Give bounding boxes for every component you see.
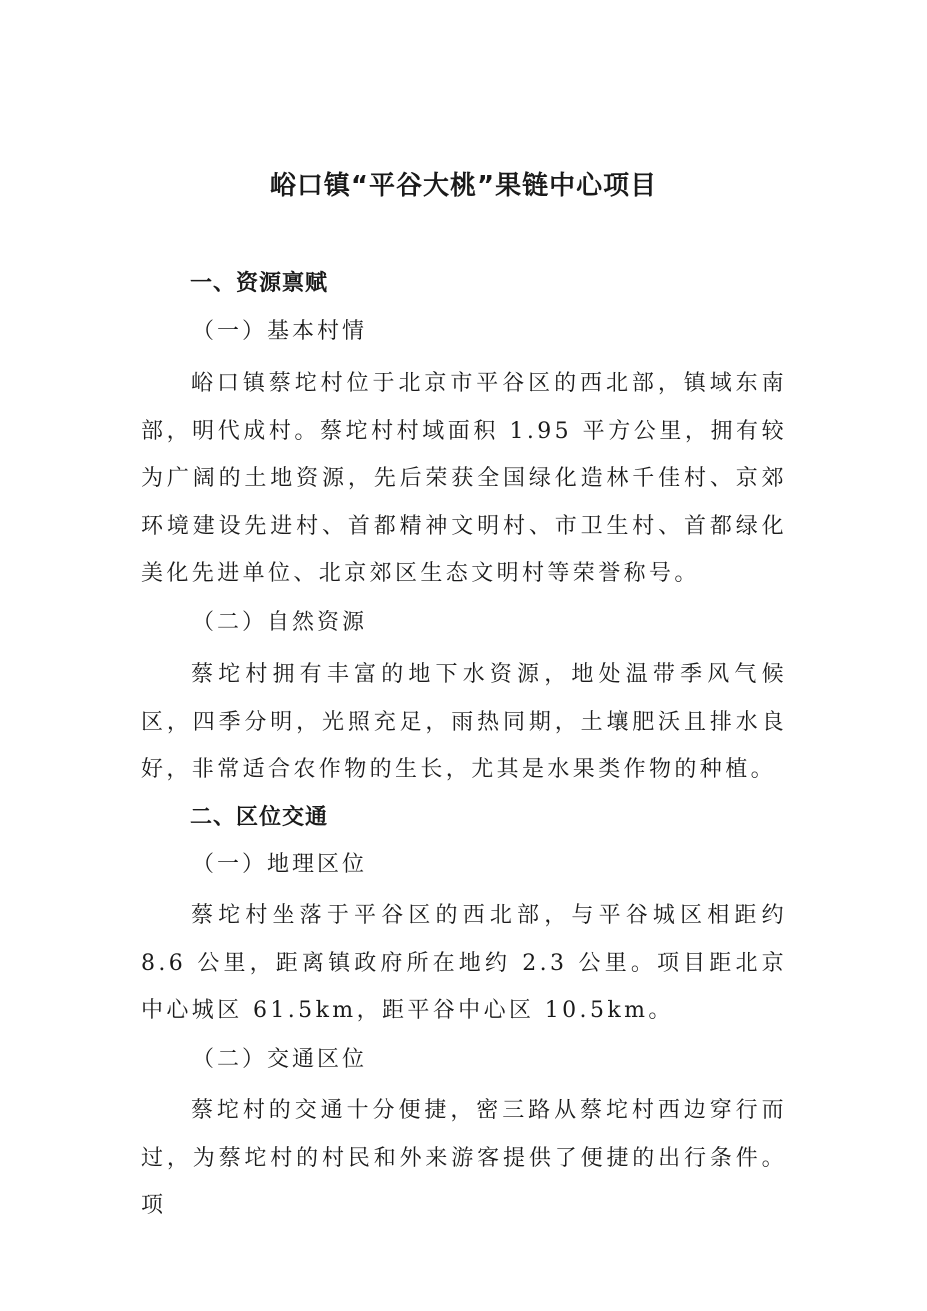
- subsection-heading-transport-location: （二）交通区位: [192, 1047, 368, 1072]
- document-title: 峪口镇“平谷大桃”果链中心项目: [269, 171, 658, 201]
- paragraph-transport-location: 蔡坨村的交通十分便捷，密三路从蔡坨村西边穿行而过，为蔡坨村的村民和外来游客提供了便捷的出行条件。项: [141, 1098, 787, 1218]
- paragraph-natural-resources: 蔡坨村拥有丰富的地下水资源，地处温带季风气候区，四季分明，光照充足，雨热同期，土壤肥沃且排水良好，非常适合农作物的生长，尤其是水果类作物的种植。: [141, 662, 787, 782]
- paragraph-geographic-location: 蔡坨村坐落于平谷区的西北部，与平谷城区相距约 8.6 公里，距离镇政府所在地约 2.3 公里。项目距北京中心城区 61.5km，距平谷中心区 10.5km。: [141, 903, 787, 1023]
- subsection-heading-natural-resources: （二）自然资源: [192, 610, 368, 635]
- subsection-heading-geographic-location: （一）地理区位: [192, 852, 368, 877]
- subsection-heading-village-overview: （一）基本村情: [192, 319, 368, 344]
- section-heading-location-transport: 二、区位交通: [190, 805, 329, 830]
- paragraph-village-overview: 峪口镇蔡坨村位于北京市平谷区的西北部，镇域东南部，明代成村。蔡坨村村域面积 1.95 平方公里，拥有较为广阔的土地资源，先后荣获全国绿化造林千佳村、京郊环境建设先进村、首都精神文明村、市卫生村、首都绿化美化先进单位、北京郊区生态文明村等荣誉称号。: [141, 371, 787, 586]
- section-heading-resources: 一、资源禀赋: [190, 271, 329, 296]
